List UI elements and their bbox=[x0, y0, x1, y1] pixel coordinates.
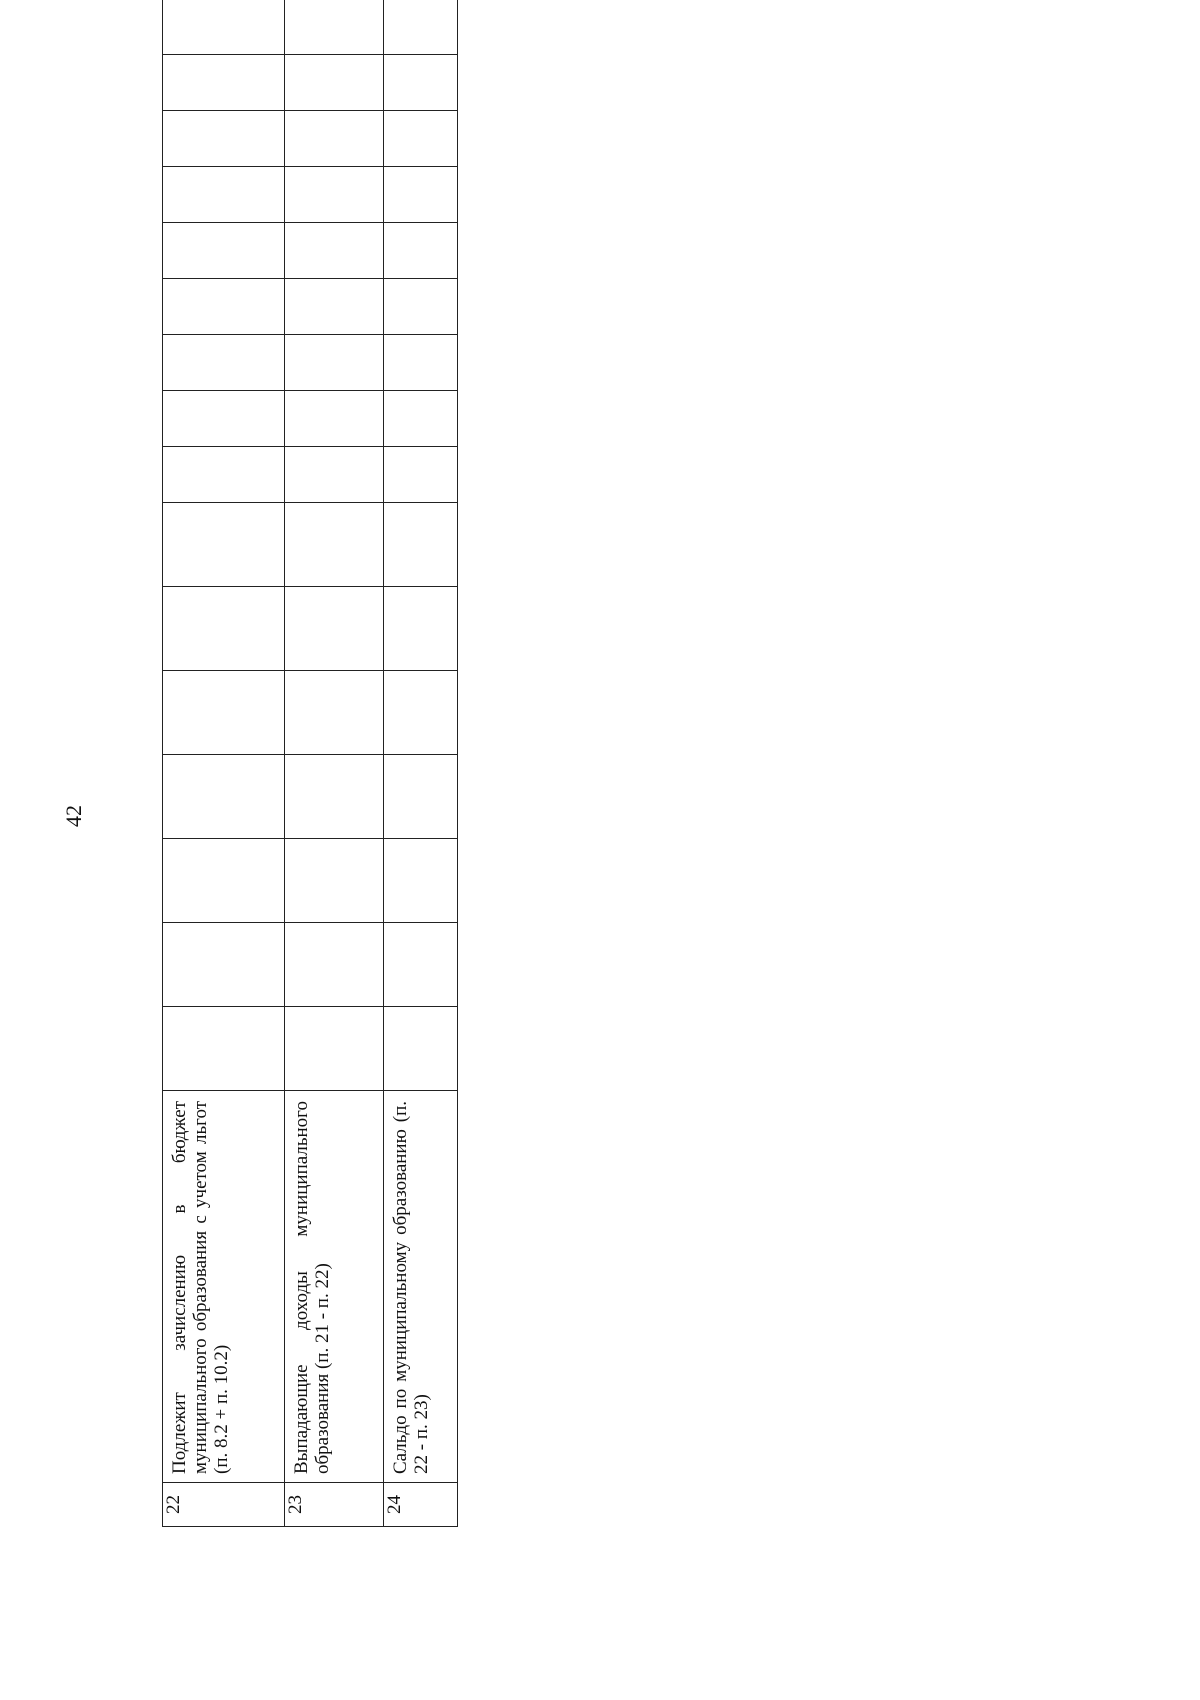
table-cell bbox=[285, 923, 383, 1007]
table-cell bbox=[163, 55, 285, 111]
table-cell bbox=[285, 0, 383, 55]
table-cell bbox=[383, 503, 457, 587]
row-description: Подлежит зачислению в бюджет муниципального образования с учетом льгот (п. 8.2 + п. 10.2) bbox=[163, 1091, 285, 1483]
table-row bbox=[163, 0, 285, 1527]
table-cell bbox=[285, 111, 383, 167]
table-cell bbox=[383, 447, 457, 503]
table-cell bbox=[383, 55, 457, 111]
table-cell bbox=[383, 167, 457, 223]
row-number: 22 bbox=[163, 1483, 285, 1527]
row-description: Выпадающие доходы муниципального образования (п. 21 - п. 22) bbox=[285, 1091, 383, 1483]
table-cell bbox=[163, 923, 285, 1007]
table-cell bbox=[285, 335, 383, 391]
table-cell bbox=[285, 447, 383, 503]
table-cell bbox=[285, 503, 383, 587]
table-cell bbox=[383, 391, 457, 447]
table-cell bbox=[163, 503, 285, 587]
row-number: 24 bbox=[383, 1483, 457, 1527]
table-row bbox=[285, 0, 383, 1527]
row-description: Сальдо по муниципальному образованию (п. 22 - п. 23) bbox=[383, 1091, 457, 1483]
table-row bbox=[383, 0, 457, 1527]
table-cell bbox=[163, 0, 285, 55]
table-cell bbox=[163, 587, 285, 671]
report-table-rotated bbox=[162, 47, 458, 1527]
table-cell bbox=[163, 111, 285, 167]
table-cell bbox=[285, 755, 383, 839]
table-cell bbox=[383, 839, 457, 923]
table-cell bbox=[285, 55, 383, 111]
table-cell bbox=[163, 279, 285, 335]
table-cell bbox=[285, 839, 383, 923]
table-cell bbox=[163, 671, 285, 755]
table-cell bbox=[163, 167, 285, 223]
table-cell bbox=[163, 1007, 285, 1091]
table-cell bbox=[285, 223, 383, 279]
report-table bbox=[162, 0, 458, 1527]
table-cell bbox=[163, 223, 285, 279]
page-number: 42 bbox=[61, 805, 86, 827]
table-cell bbox=[163, 755, 285, 839]
table-cell bbox=[383, 111, 457, 167]
table-cell bbox=[285, 167, 383, 223]
table-cell bbox=[383, 1007, 457, 1091]
table-cell bbox=[383, 223, 457, 279]
table-cell bbox=[163, 839, 285, 923]
table-cell bbox=[383, 923, 457, 1007]
table-cell bbox=[285, 671, 383, 755]
table-cell bbox=[285, 279, 383, 335]
table-cell bbox=[285, 1007, 383, 1091]
table-cell bbox=[163, 335, 285, 391]
table-cell bbox=[383, 0, 457, 55]
report-table-container bbox=[162, 47, 458, 1527]
row-number: 23 bbox=[285, 1483, 383, 1527]
table-cell bbox=[383, 755, 457, 839]
table-cell bbox=[383, 587, 457, 671]
table-cell bbox=[383, 279, 457, 335]
table-cell bbox=[285, 587, 383, 671]
table-cell bbox=[383, 335, 457, 391]
table-cell bbox=[285, 391, 383, 447]
table-cell bbox=[163, 391, 285, 447]
table-cell bbox=[163, 447, 285, 503]
table-cell bbox=[383, 671, 457, 755]
